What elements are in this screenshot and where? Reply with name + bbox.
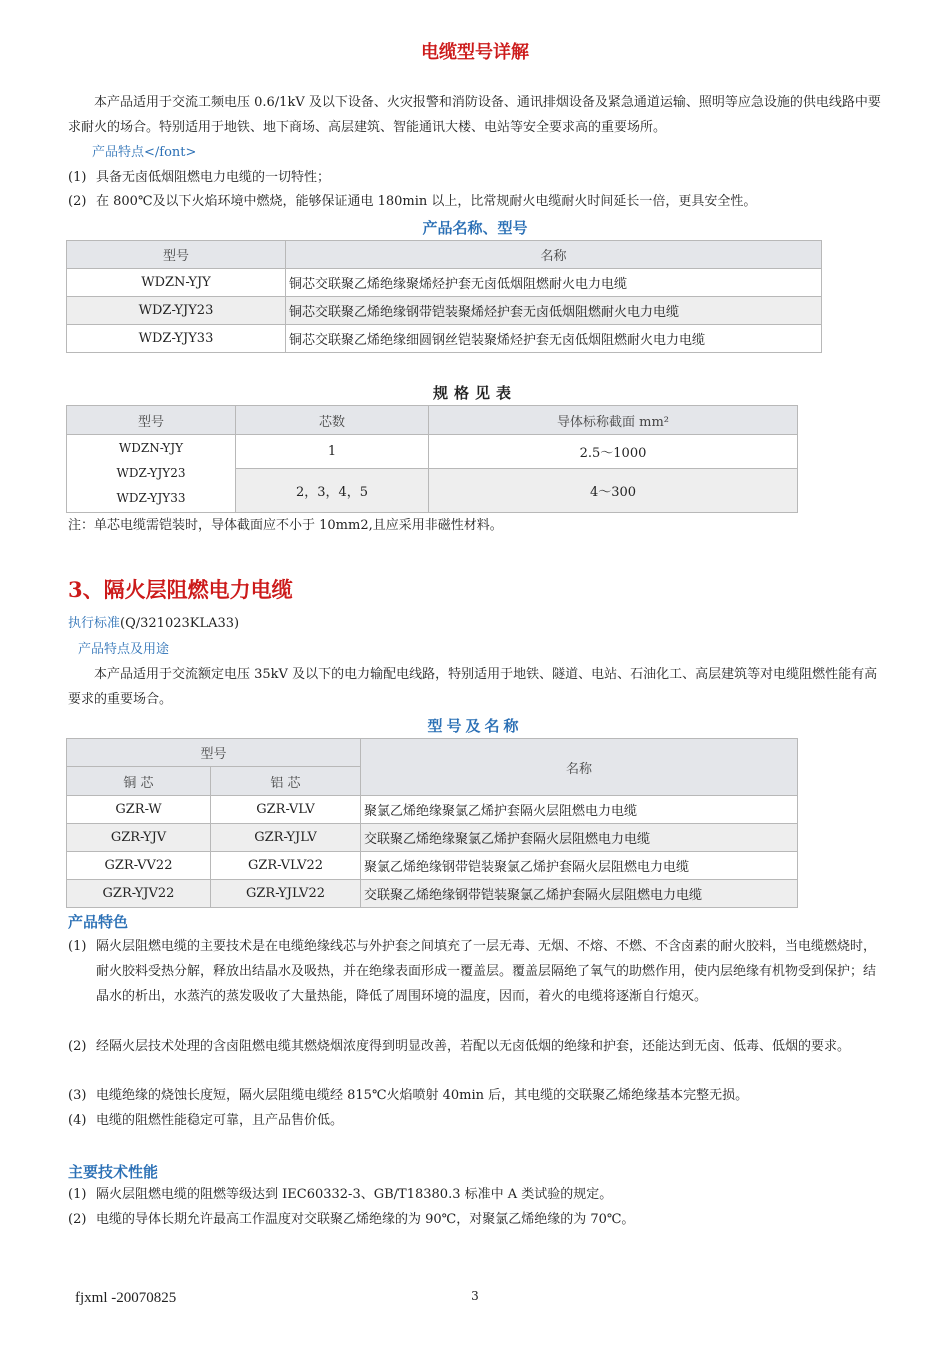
cell-model: WDZ-YJY23 bbox=[67, 297, 286, 325]
feature-item bbox=[68, 1108, 884, 1133]
tech-heading: 主要技术性能 bbox=[68, 1163, 159, 1181]
footer-doc-id: fjxml -20070825 bbox=[75, 1290, 177, 1306]
feature-text: 电缆绝缘的烧蚀长度短，隔火层阻缆电缆经 815℃火焰喷射 40min 后，其电缆的交联聚乙烯绝缘基本完整无损。 bbox=[96, 1088, 749, 1103]
standard-label: 执行标准 bbox=[68, 616, 121, 631]
standard-code: (Q/321023KLA33) bbox=[120, 616, 240, 631]
spec-note: 注：单芯电缆需铠装时，导体截面应不小于 10mm2,且应采用非磁性材料。 bbox=[68, 518, 503, 533]
feature-num: (1) bbox=[68, 170, 87, 185]
table-row bbox=[67, 269, 822, 297]
header-copper: 铜 芯 bbox=[67, 767, 211, 796]
header-aluminum: 铝 芯 bbox=[211, 767, 361, 796]
table-row bbox=[67, 824, 798, 852]
model-name-table-2 bbox=[66, 738, 798, 908]
page-number: 3 bbox=[471, 1289, 479, 1303]
cell-copper: GZR-W bbox=[67, 796, 211, 824]
feature-item bbox=[68, 1034, 884, 1059]
model-line: WDZ-YJY33 bbox=[116, 491, 186, 505]
features-heading: 产品特色 bbox=[68, 913, 129, 931]
tech-num: (1) bbox=[68, 1187, 87, 1202]
table-row bbox=[67, 852, 798, 880]
table-row bbox=[67, 880, 798, 908]
feature-text: 在 800℃及以下火焰环境中燃烧，能够保证通电 180min 以上，比常规耐火电缆耐火时间延长一倍，更具安全性。 bbox=[96, 194, 757, 209]
header-model: 型号 bbox=[67, 739, 361, 767]
intro-paragraph: 本产品适用于交流工频电压 0.6/1kV 及以下设备、火灾报警和消防设备、通讯排烟设备及紧急通道运输、照明等应急设施的供电线路中要求耐火的场合。特别适用于地铁、地下商场、高层建筑、智能通讯大楼、电站等安全要求高的重要场所。 bbox=[68, 95, 881, 135]
cell-name: 交联聚乙烯绝缘聚氯乙烯护套隔火层阻燃电力电缆 bbox=[361, 824, 798, 852]
table-row bbox=[67, 325, 822, 353]
cell-name: 铜芯交联聚乙烯绝缘细圆钢丝铠装聚烯烃护套无卤低烟阻燃耐火电力电缆 bbox=[286, 325, 822, 353]
cell-name: 铜芯交联聚乙烯绝缘聚烯烃护套无卤低烟阻燃耐火电力电缆 bbox=[286, 269, 822, 297]
header-section: 导体标称截面 mm² bbox=[429, 406, 798, 435]
feature-text: 经隔火层技术处理的含卤阻燃电缆其燃烧烟浓度得到明显改善，若配以无卤低烟的绝缘和护套，还能达到无卤、低毒、低烟的要求。 bbox=[96, 1039, 851, 1054]
feature-text: 具备无卤低烟阻燃电力电缆的一切特性； bbox=[96, 170, 331, 185]
cell-aluminum: GZR-VLV22 bbox=[211, 852, 361, 880]
tech-text: 电缆的导体长期允许最高工作温度对交联聚乙烯绝缘的为 90℃，对聚氯乙烯绝缘的为 70℃。 bbox=[96, 1212, 635, 1227]
cell-model: WDZ-YJY33 bbox=[67, 325, 286, 353]
cell-aluminum: GZR-YJLV22 bbox=[211, 880, 361, 908]
section3-heading: 3、隔火层阻燃电力电缆 bbox=[68, 577, 293, 602]
header-name: 名称 bbox=[361, 739, 798, 796]
cell-section: 4～300 bbox=[429, 469, 798, 513]
tech-item bbox=[68, 1207, 884, 1232]
cell-name: 聚氯乙烯绝缘聚氯乙烯护套隔火层阻燃电力电缆 bbox=[361, 796, 798, 824]
feature-item-2 bbox=[68, 189, 884, 214]
cell-model: WDZN-YJY bbox=[67, 269, 286, 297]
tech-num: (2) bbox=[68, 1212, 87, 1227]
section3-intro: 本产品适用于交流额定电压 35kV 及以下的电力输配电线路，特别适用于地铁、隧道、电站、石油化工、高层建筑等对电缆阻燃性能有高要求的重要场合。 bbox=[68, 667, 878, 707]
header-cores: 芯数 bbox=[236, 406, 429, 435]
standard-line bbox=[68, 611, 884, 636]
use-label: 产品特点及用途 bbox=[78, 642, 170, 657]
cell-aluminum: GZR-VLV bbox=[211, 796, 361, 824]
cell-models bbox=[67, 435, 236, 513]
header-model: 型号 bbox=[67, 406, 236, 435]
header-model: 型号 bbox=[67, 241, 286, 269]
cell-aluminum: GZR-YJLV bbox=[211, 824, 361, 852]
cell-cores: 1 bbox=[236, 435, 429, 469]
cell-copper: GZR-YJV22 bbox=[67, 880, 211, 908]
feature-item bbox=[68, 1083, 884, 1108]
table1-title: 产品名称、型号 bbox=[422, 219, 528, 237]
cell-name: 交联聚乙烯绝缘钢带铠装聚氯乙烯护套隔火层阻燃电力电缆 bbox=[361, 880, 798, 908]
feature-item bbox=[68, 934, 884, 1009]
table-row bbox=[67, 297, 822, 325]
table-row bbox=[67, 435, 798, 469]
feature-num: (1) bbox=[68, 939, 87, 954]
feature-item-1 bbox=[68, 165, 884, 190]
feature-text: 电缆的阻燃性能稳定可靠，且产品售价低。 bbox=[96, 1113, 344, 1128]
cell-name: 铜芯交联聚乙烯绝缘钢带铠装聚烯烃护套无卤低烟阻燃耐火电力电缆 bbox=[286, 297, 822, 325]
page-title: 电缆型号详解 bbox=[421, 42, 529, 63]
model-line: WDZ-YJY23 bbox=[116, 466, 186, 480]
cell-section: 2.5～1000 bbox=[429, 435, 798, 469]
table2-title: 规格见表 bbox=[432, 384, 517, 402]
model-line: WDZN-YJY bbox=[118, 441, 184, 455]
feature-num: (3) bbox=[68, 1088, 87, 1103]
model-name-table bbox=[66, 240, 822, 353]
tech-item bbox=[68, 1182, 884, 1207]
cell-copper: GZR-YJV bbox=[67, 824, 211, 852]
header-name: 名称 bbox=[286, 241, 822, 269]
feature-text: 隔火层阻燃电缆的主要技术是在电缆绝缘线芯与外护套之间填充了一层无毒、无烟、不熔、不燃、不含卤素的耐火胶料，当电缆燃烧时，耐火胶料受热分解，释放出结晶水及吸热，并在绝缘表面形成一覆盖层。覆盖层隔绝了氧气的助燃作用，使内层绝缘有机物受到保护；结晶水的析出，水蒸汽的蒸发吸收了大量热能，降低了周围环境的温度，因而，着火的电缆将逐渐自行熄灭。 bbox=[96, 939, 877, 1004]
table-row bbox=[67, 796, 798, 824]
features-label: 产品特点</font> bbox=[92, 145, 197, 160]
spec-table bbox=[66, 405, 798, 513]
table3-title: 型号及名称 bbox=[427, 717, 523, 735]
cell-copper: GZR-VV22 bbox=[67, 852, 211, 880]
feature-num: (2) bbox=[68, 1039, 87, 1054]
cell-cores: 2，3，4，5 bbox=[236, 469, 429, 513]
feature-num: (2) bbox=[68, 194, 87, 209]
cell-name: 聚氯乙烯绝缘钢带铠装聚氯乙烯护套隔火层阻燃电力电缆 bbox=[361, 852, 798, 880]
feature-num: (4) bbox=[68, 1113, 87, 1128]
tech-text: 隔火层阻燃电缆的阻燃等级达到 IEC60332-3、GB/T18380.3 标准中 A 类试验的规定。 bbox=[96, 1187, 613, 1202]
